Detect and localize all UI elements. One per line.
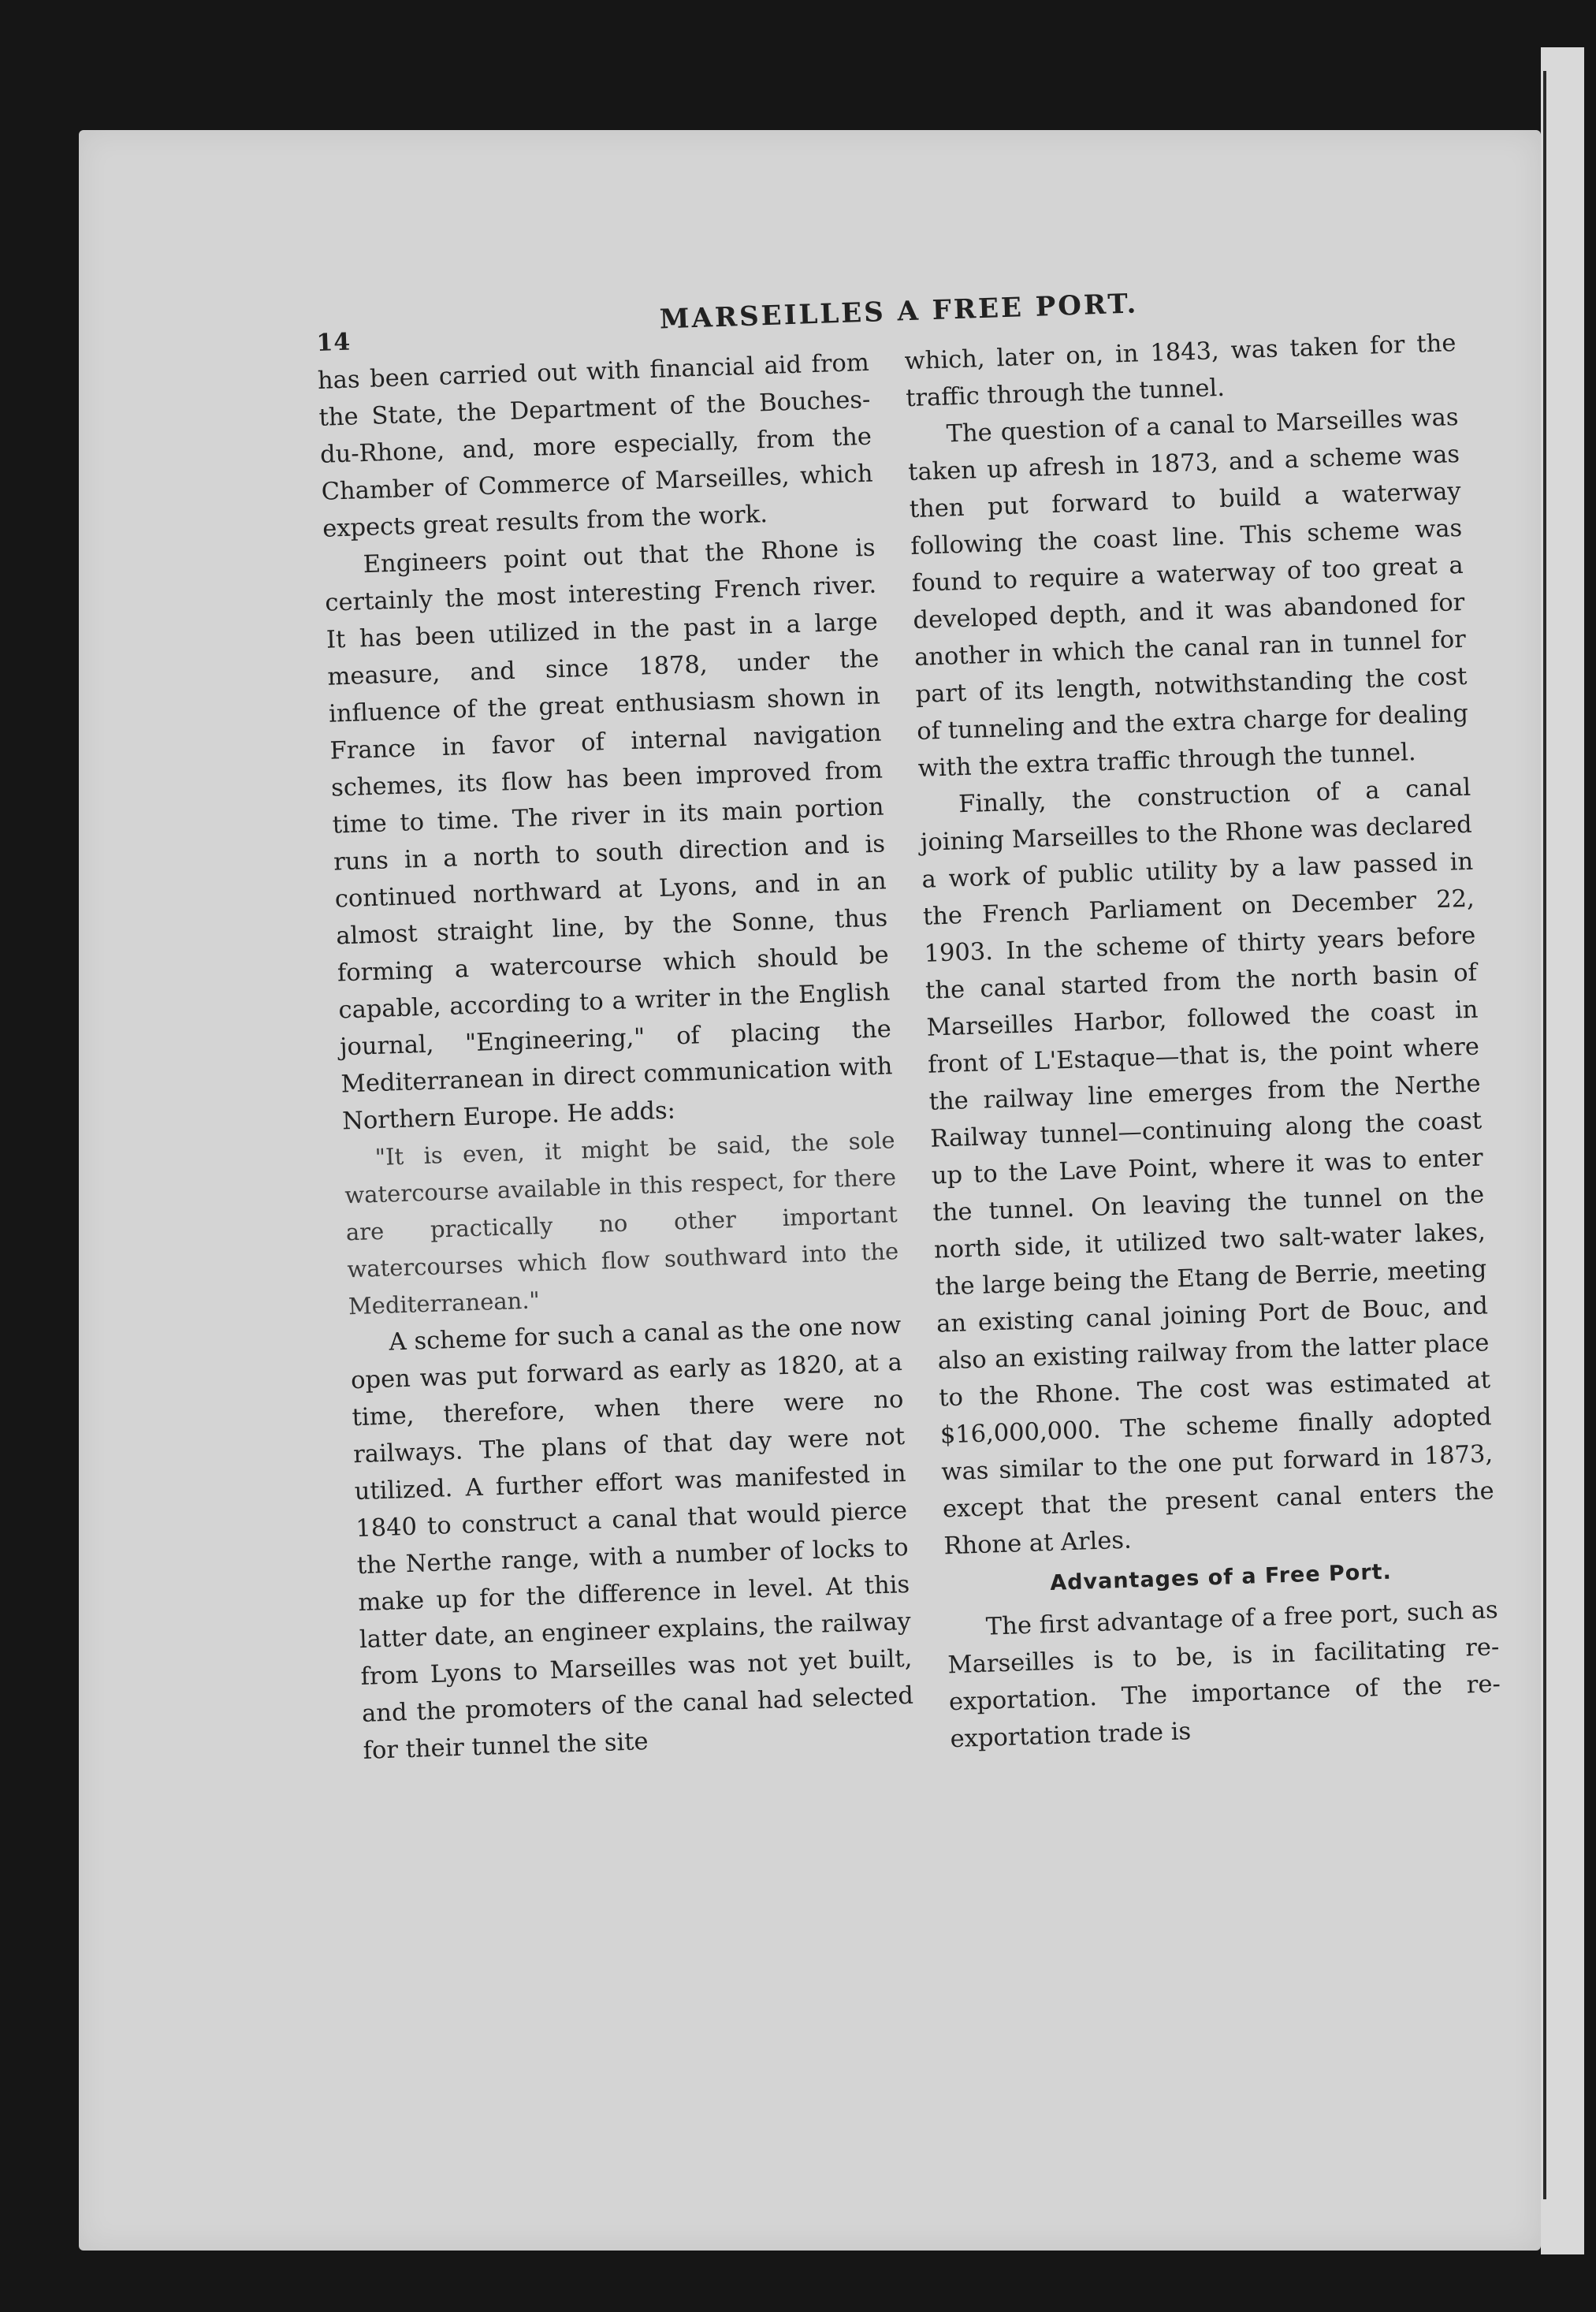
right-column [904, 325, 1502, 1758]
section-heading: Advantages of a Free Port. [1049, 1559, 1393, 1595]
adjacent-page-edge [1541, 47, 1584, 2254]
left-column [317, 344, 915, 1770]
paragraph: which, later on, in 1843, was taken for the traffic through the tunnel. [904, 329, 1456, 413]
paragraph: Finally, the construction of a canal joining Marseilles to the Rhone was declared a work of public utility by a law passed in the French Parliament on December 22, 1903. In the scheme of thirty years before the canal started from the north basin of Marseilles Harbor, followed the coast in front of L'Estaque—that is, the point where the railway line emerges from the Nerthe Railway tunnel—continuing along the coast up to the Lave Point, where it was to enter the tunnel. On leaving the tunnel on the north side, it utilized two salt-water lakes, the large being the Etang de Berrie, meeting an existing canal joining Port de Bouc, and also an existing railway from the latter place to the Rhone. The cost was estimated at $16,000,000. The scheme finally adopted was similar to the one put forward in 1873, except that the present canal enters the Rhone at Arles. [920, 773, 1495, 1561]
paragraph: Engineers point out that the Rhone is certainly the most interesting French river. It has been utilized in the past in a large measure, and since 1878, under the influence of the great enthusiasm shown in France in favor of internal navigation schemes, its flow has been improved from time to time. The river in its main portion runs in a north to south direction and is continued northward at Lyons, and in an almost straight line, by the Sonne, thus forming a watercourse which should be capable, according to a writer in the English journal, "Engineering," of placing the Mediterranean in direct communication with Northern Europe. He adds: [324, 534, 893, 1136]
paragraph: has been carried out with financial aid from the State, the Department of the Bouches-du-Rhone, and, more especially, from the Chamber of Commerce of Marseilles, which expects great results from the work. [317, 348, 873, 543]
running-title: MARSEILLES A FREE PORT. [659, 288, 1139, 336]
page-gutter-line [1543, 71, 1546, 2199]
paragraph: A scheme for such a canal as the one now open was put forward as early as 1820, at a time, therefore, when there were no railways. The plans of that day were not utilized. A further effort was manifested in 1840 to construct a canal that would pierce the Nerthe range, with a number of locks to make up for the difference in level. At this latter date, an engineer explains, the railway from Lyons to Marseilles was not yet built, and the promoters of the canal had selected for their tunnel the site [350, 1312, 914, 1765]
block-quote: "It is even, it might be said, the sole watercourse available in this respect, for there are practically no other important watercourses which flow southward into the Mediterranean." [344, 1126, 899, 1320]
paragraph: The question of a canal to Marseilles was taken up afresh in 1873, and a scheme was then put forward to build a waterway following the coast line. This scheme was found to require a waterway of too great a developed depth, and it was abandoned for another in which the canal ran in tunnel for part of its length, notwithstanding the cost of tunneling and the extra charge for dealing with the extra traffic through the tunnel. [907, 403, 1469, 783]
page-number: 14 [315, 328, 352, 357]
paragraph: The first advantage of a free port, such as Marseilles is to be, is in facilitating re-exportation. The importance of the re-exportation trade is [947, 1596, 1501, 1754]
page-content [315, 269, 1539, 2064]
